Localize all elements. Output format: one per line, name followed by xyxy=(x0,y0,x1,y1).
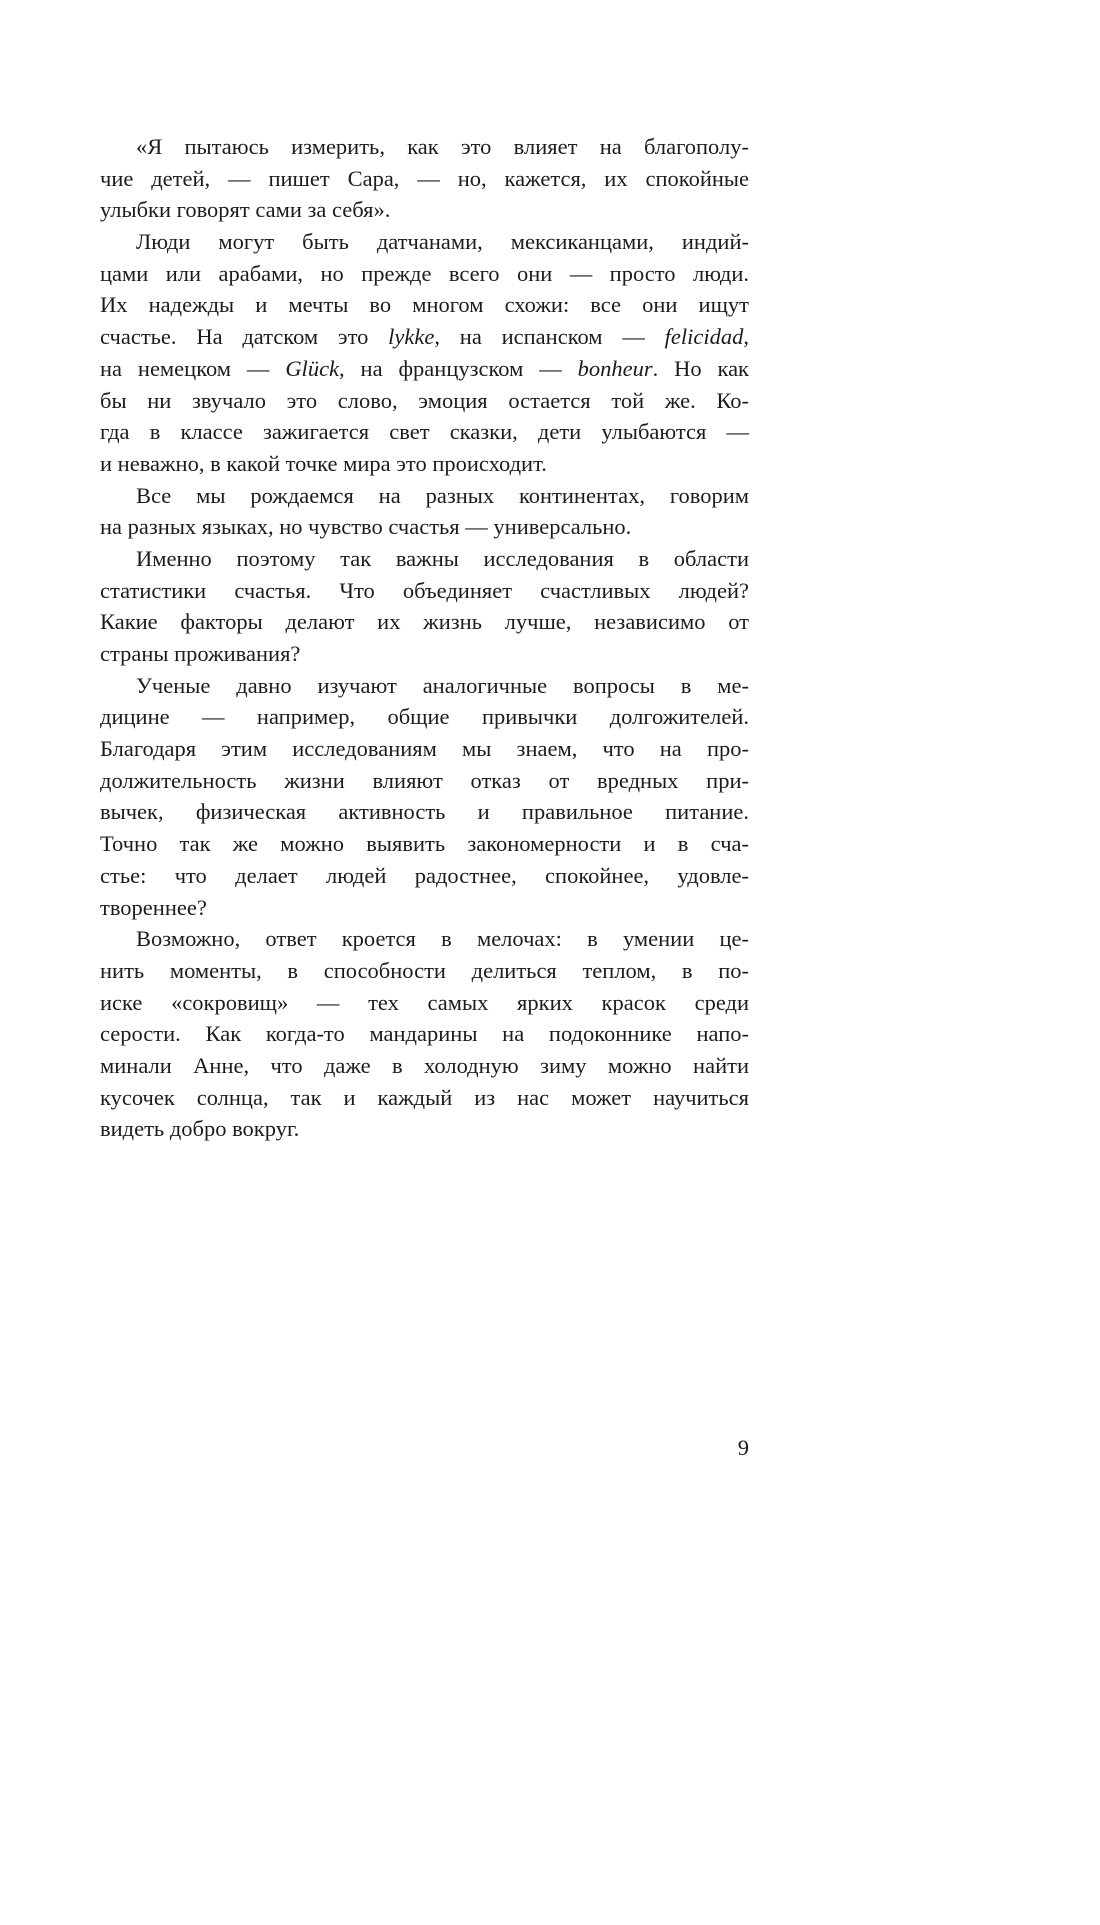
text-segment: Возможно, ответ кроется в мелочах: в умении це- xyxy=(136,926,749,952)
text-segment: бы ни звучало это слово, эмоция остается той же. Ко- xyxy=(100,387,749,413)
text-line xyxy=(100,701,749,733)
paragraph xyxy=(100,226,749,480)
paragraph xyxy=(100,480,749,543)
italic-text-segment: felicidad xyxy=(664,324,744,350)
text-segment: Благодаря этим исследованиям мы знаем, что на про- xyxy=(100,736,749,762)
text-line xyxy=(100,511,749,543)
text-segment: на разных языках, но чувство счастья — универсально. xyxy=(100,514,632,540)
text-line xyxy=(100,226,749,258)
text-line xyxy=(100,543,749,575)
text-segment: Точно так же можно выявить закономерности и в сча- xyxy=(100,831,749,857)
text-line xyxy=(100,955,749,987)
italic-text-segment: lykke xyxy=(388,324,435,350)
text-segment: Все мы рождаемся на разных континентах, говорим xyxy=(136,482,749,508)
text-line xyxy=(100,892,749,924)
text-segment: улыбки говорят сами за себя». xyxy=(100,197,391,223)
text-segment: чие детей, — пишет Сара, — но, кажется, их спокойные xyxy=(100,165,749,191)
paragraph xyxy=(100,923,749,1145)
text-segment: должительность жизни влияют отказ от вредных при- xyxy=(100,767,749,793)
text-line xyxy=(100,416,749,448)
text-block xyxy=(100,131,749,1145)
text-segment: , на испанском — xyxy=(434,324,665,350)
text-segment: кусочек солнца, так и каждый из нас может научиться xyxy=(100,1084,749,1110)
text-line xyxy=(100,1018,749,1050)
text-line xyxy=(100,796,749,828)
text-line xyxy=(100,765,749,797)
text-segment: дицине — например, общие привычки долгожителей. xyxy=(100,704,749,730)
text-line xyxy=(100,860,749,892)
text-line xyxy=(100,1082,749,1114)
text-line xyxy=(100,321,749,353)
text-line xyxy=(100,448,749,480)
paragraph xyxy=(100,543,749,670)
text-line xyxy=(100,353,749,385)
text-segment: серости. Как когда-то мандарины на подоконнике напо- xyxy=(100,1021,749,1047)
text-segment: твореннее? xyxy=(100,894,207,920)
text-segment: стье: что делает людей радостнее, спокойнее, удовле- xyxy=(100,862,749,888)
text-line xyxy=(100,923,749,955)
text-segment: Именно поэтому так важны исследования в области xyxy=(136,545,749,571)
text-segment: гда в классе зажигается свет сказки, дети улыбаются — xyxy=(100,419,749,445)
text-line xyxy=(100,1050,749,1082)
text-segment: Ученые давно изучают аналогичные вопросы в ме- xyxy=(136,672,749,698)
text-line xyxy=(100,575,749,607)
text-line xyxy=(100,131,749,163)
text-line xyxy=(100,987,749,1019)
text-segment: счастье. На датском это xyxy=(100,324,389,350)
text-line xyxy=(100,638,749,670)
text-line xyxy=(100,385,749,417)
paragraph xyxy=(100,670,749,924)
text-segment: Их надежды и мечты во многом схожи: все они ищут xyxy=(100,292,749,318)
text-line xyxy=(100,289,749,321)
text-segment: Какие факторы делают их жизнь лучше, независимо от xyxy=(100,609,749,635)
italic-text-segment: Glück xyxy=(285,355,340,381)
page-number: 9 xyxy=(737,1435,749,1460)
text-segment: . Но как xyxy=(652,355,749,381)
text-segment: Люди могут быть датчанами, мексиканцами, индий- xyxy=(136,229,749,255)
paragraph xyxy=(100,131,749,226)
text-segment: страны проживания? xyxy=(100,641,301,666)
text-line xyxy=(100,733,749,765)
text-segment: , xyxy=(743,324,749,350)
text-segment: нить моменты, в способности делиться теплом, в по- xyxy=(100,957,749,983)
text-segment: на немецком — xyxy=(100,355,286,381)
text-segment: и неважно, в какой точке мира это происходит. xyxy=(100,450,547,476)
text-segment: видеть добро вокруг. xyxy=(100,1116,300,1142)
text-line xyxy=(100,1113,749,1145)
text-segment: вычек, физическая активность и правильное питание. xyxy=(100,799,749,825)
text-line xyxy=(100,258,749,290)
text-line xyxy=(100,828,749,860)
text-line xyxy=(100,194,749,226)
text-segment: статистики счастья. Что объединяет счастливых людей? xyxy=(100,577,749,603)
text-line xyxy=(100,480,749,512)
text-segment: минали Анне, что даже в холодную зиму можно найти xyxy=(100,1052,749,1078)
italic-text-segment: bonheur xyxy=(577,355,653,381)
text-line xyxy=(100,163,749,195)
text-segment: иске «сокровищ» — тех самых ярких красок среди xyxy=(100,989,749,1015)
text-segment: цами или арабами, но прежде всего они — просто люди. xyxy=(100,260,749,286)
text-segment: , на французском — xyxy=(339,355,578,381)
text-line xyxy=(100,606,749,638)
text-segment: «Я пытаюсь измерить, как это влияет на благополу- xyxy=(136,134,749,159)
text-line xyxy=(100,670,749,702)
